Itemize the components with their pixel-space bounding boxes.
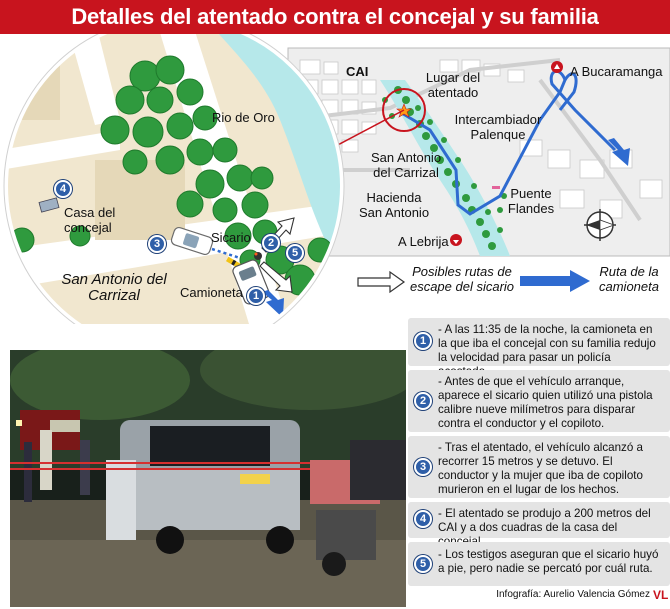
badge-1: 1 <box>247 287 265 305</box>
note-3 <box>408 436 670 498</box>
map-label-cai: CAI <box>346 64 369 79</box>
note-badge-3: 3 <box>414 458 432 476</box>
note-text-5: - Los testigos aseguran que el sicario huyó a pie, pero nadie se percató por cuál ruta. <box>438 548 659 575</box>
map-label-bucaramanga: A Bucaramanga <box>570 64 663 79</box>
map-label-san-antonio: San Antonio del Carrizal <box>370 150 442 180</box>
note-badge-4: 4 <box>414 510 432 528</box>
map-label-lebrija: A Lebrija <box>398 234 449 249</box>
note-badge-1: 1 <box>414 332 432 350</box>
note-badge-2: 2 <box>414 392 432 410</box>
map-label-puente: Puente Flandes <box>507 186 555 216</box>
scene-photo <box>10 350 406 607</box>
note-4 <box>408 502 670 538</box>
detail-label-sicario: Sicario <box>211 230 251 245</box>
legend-ruta-text: Ruta de la camioneta <box>599 264 659 294</box>
note-text-2: - Antes de que el vehículo arranque, aparece el sicario quien utilizó una pistola calibre nueve milímetros para disparar contra el conductor y el copiloto. <box>438 375 653 430</box>
badge-5: 5 <box>286 244 304 262</box>
legend-route-arrow <box>520 270 590 292</box>
detail-label-rio: Rio de Oro <box>212 110 275 125</box>
detail-label-casa: Casa del concejal <box>64 205 116 235</box>
map-label-hacienda: Hacienda San Antonio <box>358 190 430 220</box>
note-1 <box>408 318 670 366</box>
badge-4: 4 <box>54 180 72 198</box>
detail-label-camioneta: Camioneta <box>180 285 243 300</box>
note-5 <box>408 542 670 586</box>
legend-escape-arrow <box>358 272 404 292</box>
notes-panel <box>408 318 670 586</box>
note-text-4: - El atentado se produjo a 200 metros del CAI y a dos cuadras de la casa del <box>438 507 651 534</box>
legend-escape-text: Posibles rutas de escape del sicario <box>409 264 515 294</box>
map-label-intercambiador: Intercambiador Palenque <box>454 112 542 142</box>
badge-3: 3 <box>148 235 166 253</box>
note-2 <box>408 370 670 432</box>
detail-label-barrio: San Antonio del Carrizal <box>61 271 167 304</box>
credit-logo: VL <box>653 588 669 602</box>
note-text-1: - A las 11:35 de la noche, la camioneta en la que iba el concejal con su familia redujo la velocidad para pasar un policía <box>438 323 656 364</box>
page-title: Detalles del atentado contra el concejal y su familia <box>71 4 599 29</box>
note-badge-5: 5 <box>414 555 432 573</box>
note-text-3: - Tras el atentado, el vehículo alcanzó a recorrer 15 metros y se detuvo. El conductor y la mujer que iba de copiloto murieron en el lugar de los hechos. <box>438 441 643 496</box>
badge-2: 2 <box>262 234 280 252</box>
map-label-lugar: Lugar del atentado <box>425 70 481 100</box>
credit-text: Infografía: Aurelio Valencia Gómez <box>496 589 650 600</box>
